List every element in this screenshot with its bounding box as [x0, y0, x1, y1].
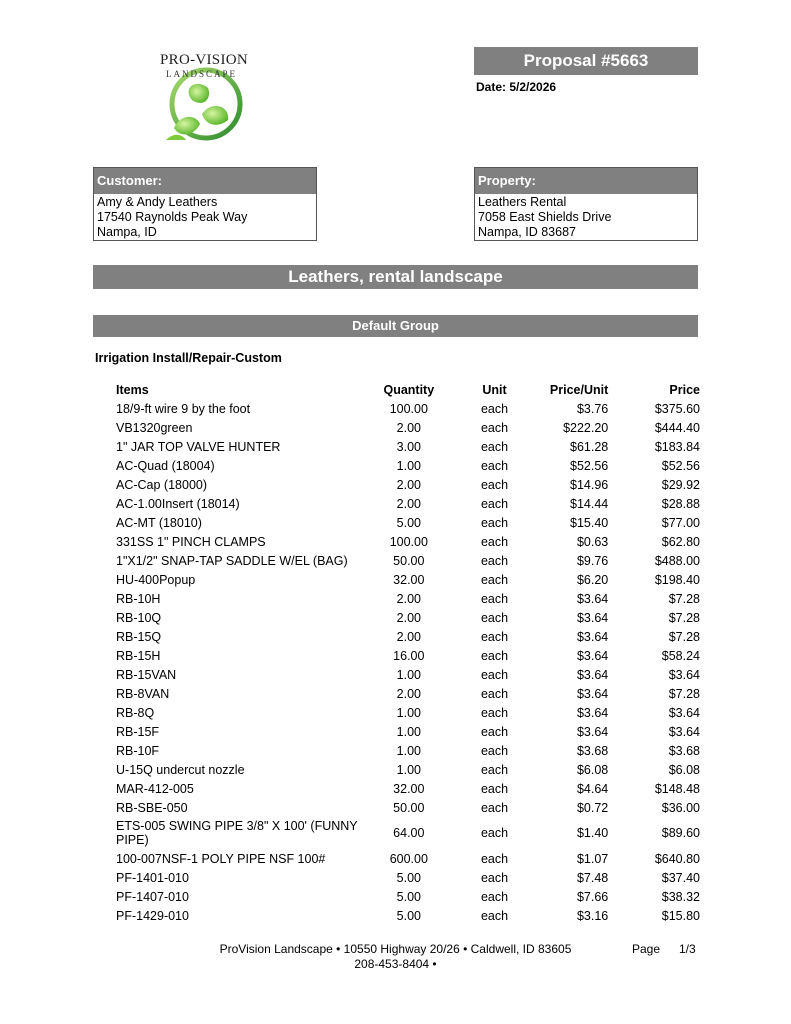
- item-quantity: 5.00: [396, 908, 421, 923]
- item-price-unit: $3.64: [576, 686, 609, 701]
- item-unit: each: [480, 477, 509, 492]
- logo-wordmark: PRO-VISION: [160, 52, 249, 68]
- item-price-unit: $3.16: [576, 908, 609, 923]
- col-items: Items: [116, 383, 149, 397]
- col-price: Price: [669, 383, 700, 397]
- item-name: U-15Q undercut nozzle: [116, 762, 245, 777]
- property-street: 7058 East Shields Drive: [478, 210, 612, 224]
- item-price: $148.48: [654, 781, 700, 796]
- items-body: [110, 399, 700, 925]
- table-row: [110, 906, 700, 925]
- table-row: [110, 798, 700, 817]
- table-row: [110, 760, 700, 779]
- item-price-unit: $61.28: [570, 439, 609, 454]
- item-quantity: 5.00: [396, 870, 421, 885]
- item-price-unit: $1.07: [576, 851, 609, 866]
- item-name: RB-10H: [116, 591, 161, 606]
- item-price: $488.00: [654, 553, 700, 568]
- item-unit: each: [480, 401, 509, 416]
- item-unit: each: [480, 743, 509, 758]
- item-price: $38.32: [661, 889, 700, 904]
- item-price-unit: $3.64: [576, 591, 609, 606]
- table-row: [110, 646, 700, 665]
- item-price: $7.28: [668, 591, 700, 606]
- item-price: $7.28: [668, 610, 700, 625]
- table-row: [110, 399, 700, 418]
- item-quantity: 2.00: [396, 610, 421, 625]
- item-quantity: 2.00: [396, 591, 421, 606]
- item-name: RB-15F: [116, 724, 160, 739]
- item-name: 100-007NSF-1 POLY PIPE NSF 100#: [116, 851, 326, 866]
- customer-label: Customer:: [94, 168, 316, 194]
- table-row: [110, 532, 700, 551]
- item-name: PF-1429-010: [116, 908, 189, 923]
- item-price-unit: $9.76: [576, 553, 609, 568]
- item-price-unit: $3.64: [576, 705, 609, 720]
- item-price-unit: $1.40: [576, 826, 609, 840]
- item-unit: each: [480, 781, 509, 796]
- item-unit: each: [480, 762, 509, 777]
- company-logo: [152, 48, 256, 144]
- item-price: $29.92: [661, 477, 700, 492]
- item-price-unit: $6.08: [576, 762, 609, 777]
- table-row: [110, 513, 700, 532]
- table-row: [110, 887, 700, 906]
- item-unit: each: [480, 648, 509, 663]
- item-price: $6.08: [668, 762, 700, 777]
- item-quantity: 2.00: [396, 629, 421, 644]
- item-name: RB-15VAN: [116, 667, 177, 682]
- property-name: Leathers Rental: [478, 195, 567, 209]
- item-name: AC-MT (18010): [116, 515, 202, 530]
- item-unit: each: [480, 870, 509, 885]
- item-price-unit: $6.20: [576, 572, 609, 587]
- items-table: [110, 381, 700, 925]
- footer-line-1: ProVision Landscape • 10550 Highway 20/26 • Caldwell, ID 83605: [219, 942, 572, 956]
- item-quantity: 3.00: [396, 439, 421, 454]
- item-price: $52.56: [661, 458, 700, 473]
- item-quantity: 100.00: [389, 401, 428, 416]
- table-row: [110, 665, 700, 684]
- customer-name: Amy & Andy Leathers: [97, 195, 218, 209]
- item-unit: each: [480, 629, 509, 644]
- table-row: [110, 570, 700, 589]
- item-name: RB-8Q: [116, 705, 155, 720]
- item-unit: each: [480, 610, 509, 625]
- table-row: [110, 817, 700, 849]
- table-row: [110, 627, 700, 646]
- item-unit: each: [480, 889, 509, 904]
- item-quantity: 1.00: [396, 762, 421, 777]
- item-name: AC-Quad (18004): [116, 458, 215, 473]
- item-unit: each: [480, 667, 509, 682]
- item-price: $183.84: [654, 439, 700, 454]
- item-name: RB-8VAN: [116, 686, 170, 701]
- item-unit: each: [480, 826, 509, 840]
- footer-address: [0, 942, 791, 972]
- item-quantity: 50.00: [393, 553, 425, 568]
- group-title: Default Group: [93, 315, 698, 337]
- item-unit: each: [480, 724, 509, 739]
- item-quantity: 32.00: [393, 781, 425, 796]
- proposal-date: Date: 5/2/2026: [476, 80, 557, 94]
- col-price-unit: Price/Unit: [549, 383, 609, 397]
- item-price-unit: $3.68: [576, 743, 609, 758]
- item-name: AC-Cap (18000): [116, 477, 208, 492]
- item-name: HU-400Popup: [116, 572, 196, 587]
- customer-box: [93, 167, 317, 241]
- item-quantity: 1.00: [396, 705, 421, 720]
- item-price: $198.40: [654, 572, 700, 587]
- project-title: Leathers, rental landscape: [93, 265, 698, 289]
- customer-city: Nampa, ID: [97, 225, 157, 239]
- item-unit: each: [480, 572, 509, 587]
- table-row: [110, 849, 700, 868]
- table-row: [110, 456, 700, 475]
- item-unit: each: [480, 591, 509, 606]
- item-name: 1" JAR TOP VALVE HUNTER: [116, 439, 281, 454]
- item-price: $28.88: [661, 496, 700, 511]
- item-price-unit: $3.64: [576, 629, 609, 644]
- item-price-unit: $15.40: [570, 515, 609, 530]
- item-price-unit: $3.64: [576, 648, 609, 663]
- page-label: Page: [632, 942, 661, 956]
- col-unit: Unit: [482, 383, 507, 397]
- item-quantity: 1.00: [396, 724, 421, 739]
- property-box: [474, 167, 698, 241]
- item-unit: each: [480, 851, 509, 866]
- item-unit: each: [480, 515, 509, 530]
- item-name: RB-10F: [116, 743, 160, 758]
- item-unit: each: [480, 686, 509, 701]
- item-price: $77.00: [661, 515, 700, 530]
- item-unit: each: [480, 420, 509, 435]
- table-row: [110, 722, 700, 741]
- item-quantity: 50.00: [393, 800, 425, 815]
- item-quantity: 600.00: [389, 851, 428, 866]
- table-row: [110, 475, 700, 494]
- table-row: [110, 779, 700, 798]
- item-price: $58.24: [661, 648, 700, 663]
- item-quantity: 5.00: [396, 515, 421, 530]
- item-unit: each: [480, 553, 509, 568]
- item-quantity: 1.00: [396, 458, 421, 473]
- item-price-unit: $0.63: [576, 534, 609, 549]
- item-price-unit: $3.64: [576, 667, 609, 682]
- item-name: ETS-005 SWING PIPE 3/8" X 100' (FUNNY PIPE): [116, 819, 358, 847]
- footer-line-2: 208-453-8404 •: [354, 957, 437, 971]
- table-row: [110, 868, 700, 887]
- item-price-unit: $3.64: [576, 724, 609, 739]
- customer-street: 17540 Raynolds Peak Way: [97, 210, 248, 224]
- item-quantity: 2.00: [396, 686, 421, 701]
- item-name: RB-15H: [116, 648, 161, 663]
- item-price-unit: $7.48: [576, 870, 609, 885]
- item-quantity: 100.00: [389, 534, 428, 549]
- table-row: [110, 551, 700, 570]
- item-price: $37.40: [661, 870, 700, 885]
- item-quantity: 1.00: [396, 667, 421, 682]
- table-row: [110, 741, 700, 760]
- item-price-unit: $7.66: [576, 889, 609, 904]
- section-title: Irrigation Install/Repair-Custom: [95, 351, 282, 365]
- item-name: PF-1401-010: [116, 870, 189, 885]
- logo-subtitle: LANDSCAPE: [166, 69, 238, 79]
- item-quantity: 64.00: [393, 826, 425, 840]
- property-city: Nampa, ID 83687: [478, 225, 576, 239]
- item-name: 1"X1/2" SNAP-TAP SADDLE W/EL (BAG): [116, 553, 348, 568]
- table-header-row: [110, 381, 700, 399]
- item-quantity: 2.00: [396, 496, 421, 511]
- item-price: $375.60: [654, 401, 700, 416]
- item-unit: each: [480, 800, 509, 815]
- item-price-unit: $4.64: [576, 781, 609, 796]
- item-unit: each: [480, 705, 509, 720]
- table-row: [110, 494, 700, 513]
- item-name: 331SS 1" PINCH CLAMPS: [116, 534, 266, 549]
- item-price: $444.40: [654, 420, 700, 435]
- item-unit: each: [480, 908, 509, 923]
- page-number: 1/3: [679, 942, 696, 956]
- item-quantity: 2.00: [396, 477, 421, 492]
- item-name: RB-15Q: [116, 629, 162, 644]
- table-row: [110, 608, 700, 627]
- item-price: $7.28: [668, 629, 700, 644]
- item-price: $36.00: [661, 800, 700, 815]
- item-price-unit: $3.76: [576, 401, 609, 416]
- col-quantity: Quantity: [383, 383, 435, 397]
- item-price: $89.60: [661, 826, 700, 840]
- item-price: $3.64: [668, 724, 700, 739]
- item-price-unit: $14.44: [570, 496, 609, 511]
- table-row: [110, 703, 700, 722]
- item-price: $3.64: [668, 705, 700, 720]
- item-quantity: 16.00: [393, 648, 425, 663]
- item-name: RB-10Q: [116, 610, 162, 625]
- table-row: [110, 437, 700, 456]
- item-price: $3.68: [668, 743, 700, 758]
- item-quantity: 1.00: [396, 743, 421, 758]
- item-price-unit: $0.72: [576, 800, 609, 815]
- item-price-unit: $222.20: [563, 420, 609, 435]
- item-price: $15.80: [661, 908, 700, 923]
- proposal-number: Proposal #5663: [474, 47, 698, 75]
- table-row: [110, 418, 700, 437]
- item-price: $7.28: [668, 686, 700, 701]
- item-price: $640.80: [654, 851, 700, 866]
- item-name: RB-SBE-050: [116, 800, 188, 815]
- item-unit: each: [480, 496, 509, 511]
- item-unit: each: [480, 439, 509, 454]
- item-price: $62.80: [661, 534, 700, 549]
- item-price-unit: $14.96: [570, 477, 609, 492]
- item-price-unit: $52.56: [570, 458, 609, 473]
- item-unit: each: [480, 534, 509, 549]
- item-quantity: 5.00: [396, 889, 421, 904]
- item-name: MAR-412-005: [116, 781, 194, 796]
- item-price-unit: $3.64: [576, 610, 609, 625]
- table-row: [110, 589, 700, 608]
- item-name: 18/9-ft wire 9 by the foot: [116, 401, 251, 416]
- item-name: VB1320green: [116, 420, 193, 435]
- item-price: $3.64: [668, 667, 700, 682]
- item-name: PF-1407-010: [116, 889, 189, 904]
- property-label: Property:: [475, 168, 697, 194]
- item-name: AC-1.00Insert (18014): [116, 496, 240, 511]
- table-row: [110, 684, 700, 703]
- item-quantity: 2.00: [396, 420, 421, 435]
- item-unit: each: [480, 458, 509, 473]
- item-quantity: 32.00: [393, 572, 425, 587]
